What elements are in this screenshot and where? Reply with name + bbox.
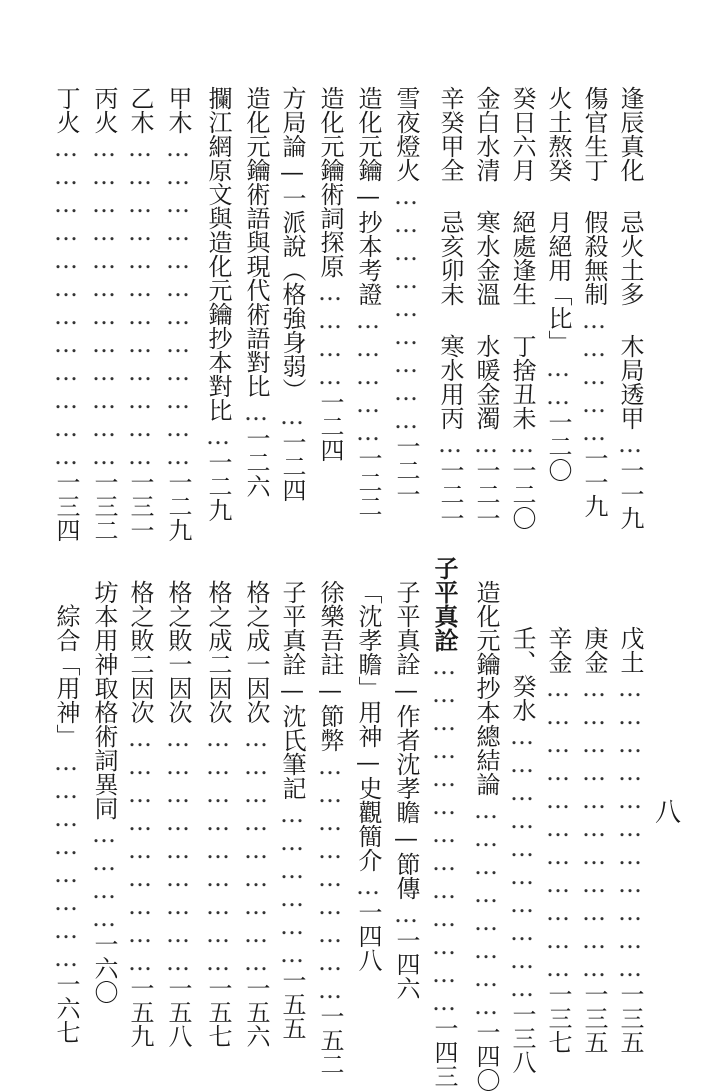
toc-entry bbox=[470, 580, 502, 1092]
leader-dots: … bbox=[278, 402, 306, 430]
leader-dots: ……………………… bbox=[316, 752, 344, 1004]
toc-entry-page: 一二一 bbox=[436, 458, 464, 530]
toc-entry bbox=[506, 626, 538, 1074]
leader-dots: ……………………………… bbox=[90, 134, 118, 470]
leader-dots: …………………………… bbox=[580, 674, 608, 982]
leader-dots: ……………………………… bbox=[126, 134, 154, 470]
toc-entry bbox=[50, 86, 82, 542]
toc-entry-title: 格之敗二因次 bbox=[126, 580, 154, 724]
toc-entry-title: 子平真詮—作者沈孝瞻—節傳 bbox=[392, 580, 420, 900]
leader-dots: … bbox=[354, 872, 382, 900]
toc-entry-page: 一三五 bbox=[580, 982, 608, 1054]
toc-entry-title: 造化元鑰術語與現代術語對比 bbox=[242, 86, 270, 398]
toc-entry-title: 壬、癸水 bbox=[508, 626, 536, 722]
toc-entry bbox=[470, 86, 502, 530]
page-number: 八 bbox=[655, 798, 682, 828]
leader-dots: ……………………… bbox=[242, 724, 270, 976]
toc-entry bbox=[162, 86, 194, 542]
toc-entry-page: 一五八 bbox=[164, 976, 192, 1048]
leader-dots: …………………… bbox=[472, 796, 500, 1020]
toc-entry-page: 一五九 bbox=[126, 976, 154, 1048]
leader-dots: ……………………… bbox=[204, 724, 232, 976]
toc-entry-title: 造化元鑰抄本總結論 bbox=[472, 580, 500, 796]
toc-entry-page: 一二四 bbox=[278, 430, 306, 502]
leader-dots: ………………………… bbox=[508, 722, 536, 1002]
toc-entry bbox=[88, 86, 120, 542]
toc-entry bbox=[314, 580, 346, 1076]
toc-entry-title: 傷官生丁 假殺無制 bbox=[580, 86, 608, 306]
toc-entry-title: 辛金 bbox=[544, 626, 572, 674]
toc-entry bbox=[506, 86, 538, 530]
toc-entry-title: 徐樂吾註—節弊 bbox=[316, 580, 344, 752]
toc-entry-title: 庚金 bbox=[580, 626, 608, 674]
toc-entry-title: 乙木 bbox=[126, 86, 154, 134]
toc-entry-title: 丙火 bbox=[90, 86, 118, 134]
toc-entry-title: 火土熬癸 月絕用「比」 bbox=[544, 86, 572, 354]
toc-entry-page: 一四〇 bbox=[472, 1020, 500, 1092]
toc-entry-page: 一三八 bbox=[508, 1002, 536, 1074]
toc-entry bbox=[352, 86, 384, 518]
toc-entry-page: 一一九 bbox=[616, 458, 644, 530]
toc-section-heading bbox=[428, 556, 460, 1088]
leader-dots: ……………… bbox=[278, 800, 306, 968]
leader-dots: ………………………………… bbox=[430, 652, 458, 1016]
toc-entry bbox=[240, 580, 272, 1048]
leader-dots: … bbox=[392, 900, 420, 928]
toc-entry-page: 一六〇 bbox=[90, 932, 118, 1004]
toc-entry-page: 一三一 bbox=[126, 470, 154, 542]
toc-entry bbox=[88, 580, 120, 1004]
toc-entry-page: 一二一 bbox=[392, 434, 420, 506]
toc-entry-title: 造化元鑰—抄本考證 bbox=[354, 86, 382, 306]
leader-dots: …………… bbox=[580, 306, 608, 446]
toc-entry bbox=[578, 86, 610, 518]
toc-entry-title: 格之成一因次 bbox=[242, 580, 270, 724]
leader-dots: ……………………… bbox=[392, 182, 420, 434]
toc-entry bbox=[390, 580, 422, 998]
toc-entry-title: 方局論—一派說（格強身弱） bbox=[278, 86, 306, 402]
leader-dots: ……………………… bbox=[126, 724, 154, 976]
toc-entry-title: 攔江網原文與造化元鑰抄本對比 bbox=[204, 86, 232, 422]
toc-entry bbox=[50, 604, 82, 1044]
toc-entry-title: 子平真詮—沈氏筆記 bbox=[278, 580, 306, 800]
toc-entry bbox=[124, 580, 156, 1048]
toc-entry-page: 一二二 bbox=[354, 446, 382, 518]
toc-entry-page: 一三七 bbox=[544, 982, 572, 1054]
toc-entry-page: 一二〇 bbox=[544, 410, 572, 482]
toc-entry-page: 一四三 bbox=[430, 1016, 458, 1088]
toc-entry-page: 一五二 bbox=[316, 1004, 344, 1076]
toc-entry-page: 一二四 bbox=[316, 390, 344, 462]
toc-entry-page: 一二九 bbox=[204, 450, 232, 522]
toc-entry-page: 一二六 bbox=[242, 426, 270, 498]
toc-entry-page: 一四八 bbox=[354, 900, 382, 972]
leader-dots: …………………… bbox=[52, 748, 80, 972]
leader-dots: ……………………………… bbox=[52, 134, 80, 470]
leader-dots: …… bbox=[544, 354, 572, 410]
leader-dots: …………………………… bbox=[616, 674, 644, 982]
toc-entry bbox=[434, 86, 466, 530]
toc-entry-page: 一二〇 bbox=[508, 458, 536, 530]
leader-dots: ………… bbox=[90, 820, 118, 932]
toc-entry-title: 癸日六月 絕處逢生 丁捨丑未 bbox=[508, 86, 536, 430]
toc-entry-page: 一五七 bbox=[204, 976, 232, 1048]
toc-entry-title: 丁火 bbox=[52, 86, 80, 134]
toc-entry bbox=[542, 626, 574, 1054]
leader-dots: ……………………… bbox=[164, 724, 192, 976]
toc-entry bbox=[276, 86, 308, 506]
toc-entry bbox=[390, 86, 422, 506]
toc-entry-page: 一三二 bbox=[90, 470, 118, 542]
toc-entry bbox=[162, 580, 194, 1048]
toc-entry-page: 一二一 bbox=[472, 458, 500, 530]
toc-entry-title: 綜合「用神」 bbox=[52, 604, 80, 748]
toc-entry-title: 金白水清 寒水金溫 水暖金濁 bbox=[472, 86, 500, 430]
toc-entry-title: 「沈孝瞻」用神—史觀簡介 bbox=[354, 580, 382, 872]
toc-entry-title: 甲木 bbox=[164, 86, 192, 134]
toc-entry bbox=[202, 86, 234, 522]
toc-entry-title: 戊土 bbox=[616, 626, 644, 674]
toc-entry bbox=[202, 580, 234, 1048]
toc-entry bbox=[614, 626, 646, 1054]
toc-entry-page: 一三五 bbox=[616, 982, 644, 1054]
toc-entry-title: 雪夜燈火 bbox=[392, 86, 420, 182]
toc-entry-page: 一五六 bbox=[242, 976, 270, 1048]
toc-entry-title: 辛癸甲全 忌亥卯未 寒水用丙 bbox=[436, 86, 464, 430]
toc-entry-title: 坊本用神取格術詞異同 bbox=[90, 580, 118, 820]
toc-entry-page: 一六七 bbox=[52, 972, 80, 1044]
toc-entry-page: 一四六 bbox=[392, 928, 420, 1000]
toc-entry bbox=[240, 86, 272, 506]
leader-dots: … bbox=[436, 430, 464, 458]
toc-entry bbox=[124, 86, 156, 542]
toc-entry bbox=[276, 580, 308, 1040]
leader-dots: …………… bbox=[354, 306, 382, 446]
toc-entry-title: 逢辰真化 忌火土多 木局透甲 bbox=[616, 86, 644, 430]
toc-entry bbox=[578, 626, 610, 1054]
leader-dots: … bbox=[204, 422, 232, 450]
toc-entry-page: 一五五 bbox=[278, 968, 306, 1040]
toc-entry bbox=[352, 580, 384, 998]
toc-entry bbox=[614, 86, 646, 530]
leader-dots: …………………………… bbox=[544, 674, 572, 982]
leader-dots: ………… bbox=[316, 278, 344, 390]
toc-entry-title: 格之成二因次 bbox=[204, 580, 232, 724]
toc-entry-page: 一二九 bbox=[164, 470, 192, 542]
toc-entry-title: 造化元鑰術詞探原 bbox=[316, 86, 344, 278]
toc-entry-page: 一一九 bbox=[580, 446, 608, 518]
toc-entry-page: 一三四 bbox=[52, 470, 80, 542]
leader-dots: … bbox=[472, 430, 500, 458]
toc-entry bbox=[314, 86, 346, 506]
leader-dots: … bbox=[508, 430, 536, 458]
leader-dots: … bbox=[616, 430, 644, 458]
toc-entry-title: 子平真詮 bbox=[430, 556, 459, 652]
leader-dots: ……………………………… bbox=[164, 134, 192, 470]
toc-entry-title: 格之敗一因次 bbox=[164, 580, 192, 724]
leader-dots: … bbox=[242, 398, 270, 426]
toc-entry bbox=[542, 86, 574, 506]
